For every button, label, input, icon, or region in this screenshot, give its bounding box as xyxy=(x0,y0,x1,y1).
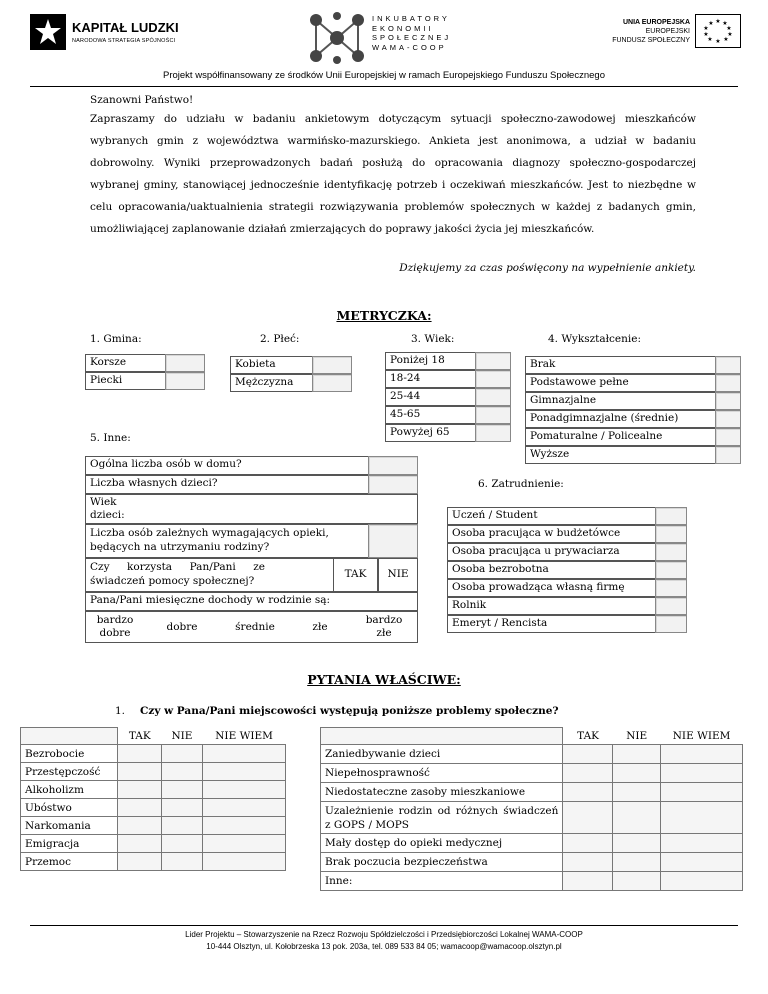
incubator-line: SPOŁECZNEJ xyxy=(372,33,452,42)
table-header-row xyxy=(321,728,743,745)
col-tak: TAK xyxy=(563,728,613,745)
col-niewiem: NIE WIEM xyxy=(661,728,743,745)
svg-text:★: ★ xyxy=(723,36,729,43)
wiek-checkbox[interactable] xyxy=(475,388,511,406)
table-row xyxy=(21,799,286,817)
header-divider xyxy=(30,86,738,87)
svg-text:★: ★ xyxy=(703,31,709,38)
zatrudnienie-checkbox[interactable] xyxy=(655,561,687,579)
answer-cell[interactable] xyxy=(661,872,743,891)
problems-table-left xyxy=(20,727,286,871)
thanks-line: Dziękujemy za czas poświęcony na wypełnienie ankiety. xyxy=(399,262,696,274)
gmina-checkbox[interactable] xyxy=(165,354,205,372)
problem-label: Mały dostęp do opieki medycznej xyxy=(321,834,563,853)
wiek-option: Poniżej 18 xyxy=(385,352,475,370)
table-row xyxy=(321,802,743,834)
table-row xyxy=(21,817,286,835)
corner-cell xyxy=(321,728,563,745)
wyksztalcenie-checkbox[interactable] xyxy=(715,356,741,374)
wiek-checkbox[interactable] xyxy=(475,352,511,370)
table-row xyxy=(321,872,743,891)
project-line: Projekt współfinansowany ze środków Unii Europejskiej w ramach Europejskiego Funduszu Społecznego xyxy=(163,70,605,81)
wiek-option: 18-24 xyxy=(385,370,475,388)
eu-line-1: UNIA EUROPEJSKA xyxy=(622,19,690,26)
svg-text:★: ★ xyxy=(707,36,713,43)
zalezne-question xyxy=(85,524,368,558)
answer-cell[interactable] xyxy=(563,745,613,764)
wyksztalcenie-checkbox[interactable] xyxy=(715,374,741,392)
svg-text:★: ★ xyxy=(703,25,709,32)
problem-label: Emigracja xyxy=(21,835,118,853)
wiek-checkbox[interactable] xyxy=(475,370,511,388)
svg-text:★: ★ xyxy=(708,20,714,27)
answer-cell[interactable] xyxy=(161,799,202,817)
wyksztalcenie-checkbox[interactable] xyxy=(715,392,741,410)
dochody-option-label: bardzo dobre xyxy=(96,614,134,639)
problems-table-right xyxy=(320,727,743,891)
wiek-option: 25-44 xyxy=(385,388,475,406)
corner-cell xyxy=(21,728,118,745)
zalezne-text: Liczba osób zależnych wymagających opieki, będących na utrzymaniu rodziny? xyxy=(90,527,329,553)
answer-cell[interactable] xyxy=(161,853,202,871)
pytania-title: PYTANIA WŁAŚCIWE: xyxy=(307,672,461,687)
wyksztalcenie-checkbox[interactable] xyxy=(715,446,741,464)
answer-cell[interactable] xyxy=(161,745,202,763)
col-nie: NIE xyxy=(613,728,661,745)
answer-cell[interactable] xyxy=(563,802,613,834)
zatrudnienie-option: Uczeń / Student xyxy=(447,507,655,525)
svg-text:★: ★ xyxy=(715,38,721,45)
dzieci-input[interactable] xyxy=(368,475,418,494)
answer-cell[interactable] xyxy=(118,835,161,853)
intro-paragraph: Zapraszamy do udziału w badaniu ankietowym dotyczącym sytuacji społeczno-zawodowej mieszkańców wybranych gmin z województwa warmińsko-mazurskiego. Ankieta jest anonimowa, a udział w badaniu dobrowolny. Wyniki przeprowadzonych badań posłużą do opracowania diagnozy społeczno-gospodarczej wybranej gminy, stanowiącej jednocześnie identyfikację potrzeb i oczekiwań mieszkańców. Jest to niezbędne w celu opracowania/uaktualnienia strategii rozwiązywania problemów społecznych w każdej z badanych gmin, umożliwiającej zaplanowanie działań zmierzających do poprawy jakości życia jej mieszkańców. xyxy=(90,113,696,235)
problem-label: Brak poczucia bezpieczeństwa xyxy=(321,853,563,872)
table-row xyxy=(321,745,743,764)
incubator-text xyxy=(372,14,451,52)
table-row xyxy=(321,764,743,783)
incubator-line: EKONOMII xyxy=(372,23,434,33)
answer-cell[interactable] xyxy=(203,853,286,871)
table-header-row xyxy=(21,728,286,745)
answer-cell[interactable] xyxy=(661,853,743,872)
answer-cell[interactable] xyxy=(203,745,286,763)
gmina-option: Piecki xyxy=(85,372,165,390)
pomoc-nie-label: NIE xyxy=(387,568,409,580)
answer-cell[interactable] xyxy=(118,781,161,799)
zatrudnienie-checkbox[interactable] xyxy=(655,597,687,615)
wiek-checkbox[interactable] xyxy=(475,406,511,424)
svg-text:★: ★ xyxy=(722,20,728,27)
eu-flag-icon xyxy=(695,14,741,48)
col-nie: NIE xyxy=(161,728,202,745)
dochody-option[interactable] xyxy=(350,612,418,642)
table-row xyxy=(321,834,743,853)
kl-title: KAPITAŁ LUDZKI xyxy=(72,20,179,35)
wiek-checkbox[interactable] xyxy=(475,424,511,442)
incubator-line: WAMA-COOP xyxy=(372,42,447,52)
answer-cell[interactable] xyxy=(118,745,161,763)
gmina-label: 1. Gmina: xyxy=(90,333,142,345)
dochody-row xyxy=(85,611,418,643)
dochody-option-label: średnie xyxy=(235,621,275,633)
answer-cell[interactable] xyxy=(563,764,613,783)
answer-cell[interactable] xyxy=(661,764,743,783)
answer-cell[interactable] xyxy=(203,763,286,781)
zatrudnienie-option: Emeryt / Rencista xyxy=(447,615,655,633)
answer-cell[interactable] xyxy=(563,783,613,802)
kapital-ludzki-logo xyxy=(30,14,180,50)
pomoc-nie[interactable] xyxy=(378,558,418,592)
gmina-option: Korsze xyxy=(85,354,165,372)
wyksztalcenie-option: Podstawowe pełne xyxy=(525,374,715,392)
zatrudnienie-checkbox[interactable] xyxy=(655,615,687,633)
dochody-option-label: dobre xyxy=(166,621,198,633)
dochody-option[interactable] xyxy=(86,612,144,642)
answer-cell[interactable] xyxy=(613,872,661,891)
q1-text: Czy w Pana/Pani miejscowości występują poniższe problemy społeczne? xyxy=(140,705,559,717)
answer-cell[interactable] xyxy=(203,799,286,817)
eu-line-3: FUNDUSZ SPOŁECZNY xyxy=(612,37,690,44)
dochody-option-label: złe xyxy=(312,621,328,633)
table-row xyxy=(321,853,743,872)
answer-cell[interactable] xyxy=(613,853,661,872)
problem-label: Inne: xyxy=(321,872,563,891)
problem-label: Narkomania xyxy=(21,817,118,835)
wiek-dzieci-text: Wiek dzieci: xyxy=(90,496,125,521)
answer-cell[interactable] xyxy=(118,799,161,817)
table-row xyxy=(21,853,286,871)
zatrudnienie-option: Osoba prowadząca własną firmę xyxy=(447,579,655,597)
answer-cell[interactable] xyxy=(661,783,743,802)
col-niewiem: NIE WIEM xyxy=(203,728,286,745)
answer-cell[interactable] xyxy=(203,835,286,853)
wyksztalcenie-option: Wyższe xyxy=(525,446,715,464)
answer-cell[interactable] xyxy=(661,802,743,834)
answer-cell[interactable] xyxy=(161,817,202,835)
problem-label: Ubóstwo xyxy=(21,799,118,817)
dochody-option-label: bardzo złe xyxy=(365,614,403,639)
q1-number: 1. xyxy=(115,705,126,717)
answer-cell[interactable] xyxy=(613,834,661,853)
inne-label: 5. Inne: xyxy=(90,432,131,444)
answer-cell[interactable] xyxy=(161,763,202,781)
pomoc-text: Czy korzysta Pan/Pani ze świadczeń pomocy społecznej? xyxy=(90,561,265,587)
answer-cell[interactable] xyxy=(203,781,286,799)
table-row xyxy=(321,783,743,802)
zatrudnienie-label: 6. Zatrudnienie: xyxy=(478,478,564,490)
eu-text xyxy=(570,18,690,45)
zatrudnienie-checkbox[interactable] xyxy=(655,543,687,561)
dochody-question: Pana/Pani miesięczne dochody w rodzinie są: xyxy=(85,592,418,611)
answer-cell[interactable] xyxy=(161,781,202,799)
answer-cell[interactable] xyxy=(613,745,661,764)
zatrudnienie-option: Osoba bezrobotna xyxy=(447,561,655,579)
zatrudnienie-option: Osoba pracująca w budżetówce xyxy=(447,525,655,543)
footer-line-2: 10-444 Olsztyn, ul. Kołobrzeska 13 pok. 203a, tel. 089 533 84 05; wamacoop@wamacoop.olsztyn.pl xyxy=(206,942,562,951)
dochody-option[interactable] xyxy=(290,612,350,642)
incubator-logo xyxy=(306,10,496,66)
footer-line-1: Lider Projektu – Stowarzyszenie na Rzecz Rozwoju Spółdzielczości i Przedsiębiorczości Lokalnej WAMA-COOP xyxy=(185,930,583,939)
wyksztalcenie-label: 4. Wykształcenie: xyxy=(548,333,641,345)
table-row xyxy=(21,781,286,799)
answer-cell[interactable] xyxy=(563,834,613,853)
answer-cell[interactable] xyxy=(613,783,661,802)
answer-cell[interactable] xyxy=(118,853,161,871)
answer-cell[interactable] xyxy=(118,817,161,835)
wyksztalcenie-option: Pomaturalne / Policealne xyxy=(525,428,715,446)
metryczka-title: METRYCZKA: xyxy=(336,308,432,323)
wyksztalcenie-option: Brak xyxy=(525,356,715,374)
wiek-label: 3. Wiek: xyxy=(411,333,455,345)
plec-label: 2. Płeć: xyxy=(260,333,300,345)
greeting: Szanowni Państwo! xyxy=(90,94,194,106)
svg-text:★: ★ xyxy=(727,31,733,38)
zatrudnienie-checkbox[interactable] xyxy=(655,579,687,597)
answer-cell[interactable] xyxy=(161,835,202,853)
problem-label: Alkoholizm xyxy=(21,781,118,799)
wiek-option: Powyżej 65 xyxy=(385,424,475,442)
wyksztalcenie-checkbox[interactable] xyxy=(715,428,741,446)
gmina-checkbox[interactable] xyxy=(165,372,205,390)
answer-cell[interactable] xyxy=(563,853,613,872)
plec-checkbox[interactable] xyxy=(312,374,352,392)
answer-cell[interactable] xyxy=(203,817,286,835)
zalezne-input[interactable] xyxy=(368,524,418,558)
answer-cell[interactable] xyxy=(661,745,743,764)
table-row xyxy=(21,835,286,853)
plec-option: Kobieta xyxy=(230,356,312,374)
kl-subtitle: NARODOWA STRATEGIA SPÓJNOŚCI xyxy=(72,38,176,44)
wiek-dzieci-label xyxy=(85,494,418,524)
eu-line-2: EUROPEJSKI xyxy=(645,28,690,35)
pomoc-tak-label: TAK xyxy=(344,568,367,580)
answer-cell[interactable] xyxy=(661,834,743,853)
problem-label: Bezrobocie xyxy=(21,745,118,763)
col-tak: TAK xyxy=(118,728,161,745)
svg-text:★: ★ xyxy=(726,25,732,32)
osoby-question: Ogólna liczba osób w domu? xyxy=(85,456,368,475)
pomoc-question xyxy=(85,558,333,592)
zatrudnienie-checkbox[interactable] xyxy=(655,507,687,525)
dzieci-question: Liczba własnych dzieci? xyxy=(85,475,368,494)
zatrudnienie-option: Rolnik xyxy=(447,597,655,615)
wyksztalcenie-checkbox[interactable] xyxy=(715,410,741,428)
wyksztalcenie-option: Ponadgimnazjalne (średnie) xyxy=(525,410,715,428)
problem-label: Niepełnosprawność xyxy=(321,764,563,783)
answer-cell[interactable] xyxy=(563,872,613,891)
osoby-input[interactable] xyxy=(368,456,418,475)
pomoc-tak[interactable] xyxy=(333,558,378,592)
wyksztalcenie-option: Gimnazjalne xyxy=(525,392,715,410)
problem-label: Uzależnienie rodzin od różnych świadczeń z GOPS / MOPS xyxy=(321,802,563,834)
problem-label: Niedostateczne zasoby mieszkaniowe xyxy=(321,783,563,802)
svg-text:★: ★ xyxy=(715,18,721,25)
problem-label: Przemoc xyxy=(21,853,118,871)
plec-checkbox[interactable] xyxy=(312,356,352,374)
dochody-option[interactable] xyxy=(144,612,220,642)
footer-divider xyxy=(30,925,738,926)
zatrudnienie-option: Osoba pracująca u prywaciarza xyxy=(447,543,655,561)
problem-label: Zaniedbywanie dzieci xyxy=(321,745,563,764)
zatrudnienie-checkbox[interactable] xyxy=(655,525,687,543)
network-icon xyxy=(306,10,368,66)
table-row xyxy=(21,763,286,781)
answer-cell[interactable] xyxy=(118,763,161,781)
problem-label: Przestępczość xyxy=(21,763,118,781)
dochody-option[interactable] xyxy=(220,612,290,642)
answer-cell[interactable] xyxy=(613,802,661,834)
table-row xyxy=(21,745,286,763)
plec-option: Mężczyzna xyxy=(230,374,312,392)
kapital-ludzki-icon xyxy=(30,14,66,50)
incubator-line: INKUBATORY xyxy=(372,14,450,23)
wiek-option: 45-65 xyxy=(385,406,475,424)
answer-cell[interactable] xyxy=(613,764,661,783)
